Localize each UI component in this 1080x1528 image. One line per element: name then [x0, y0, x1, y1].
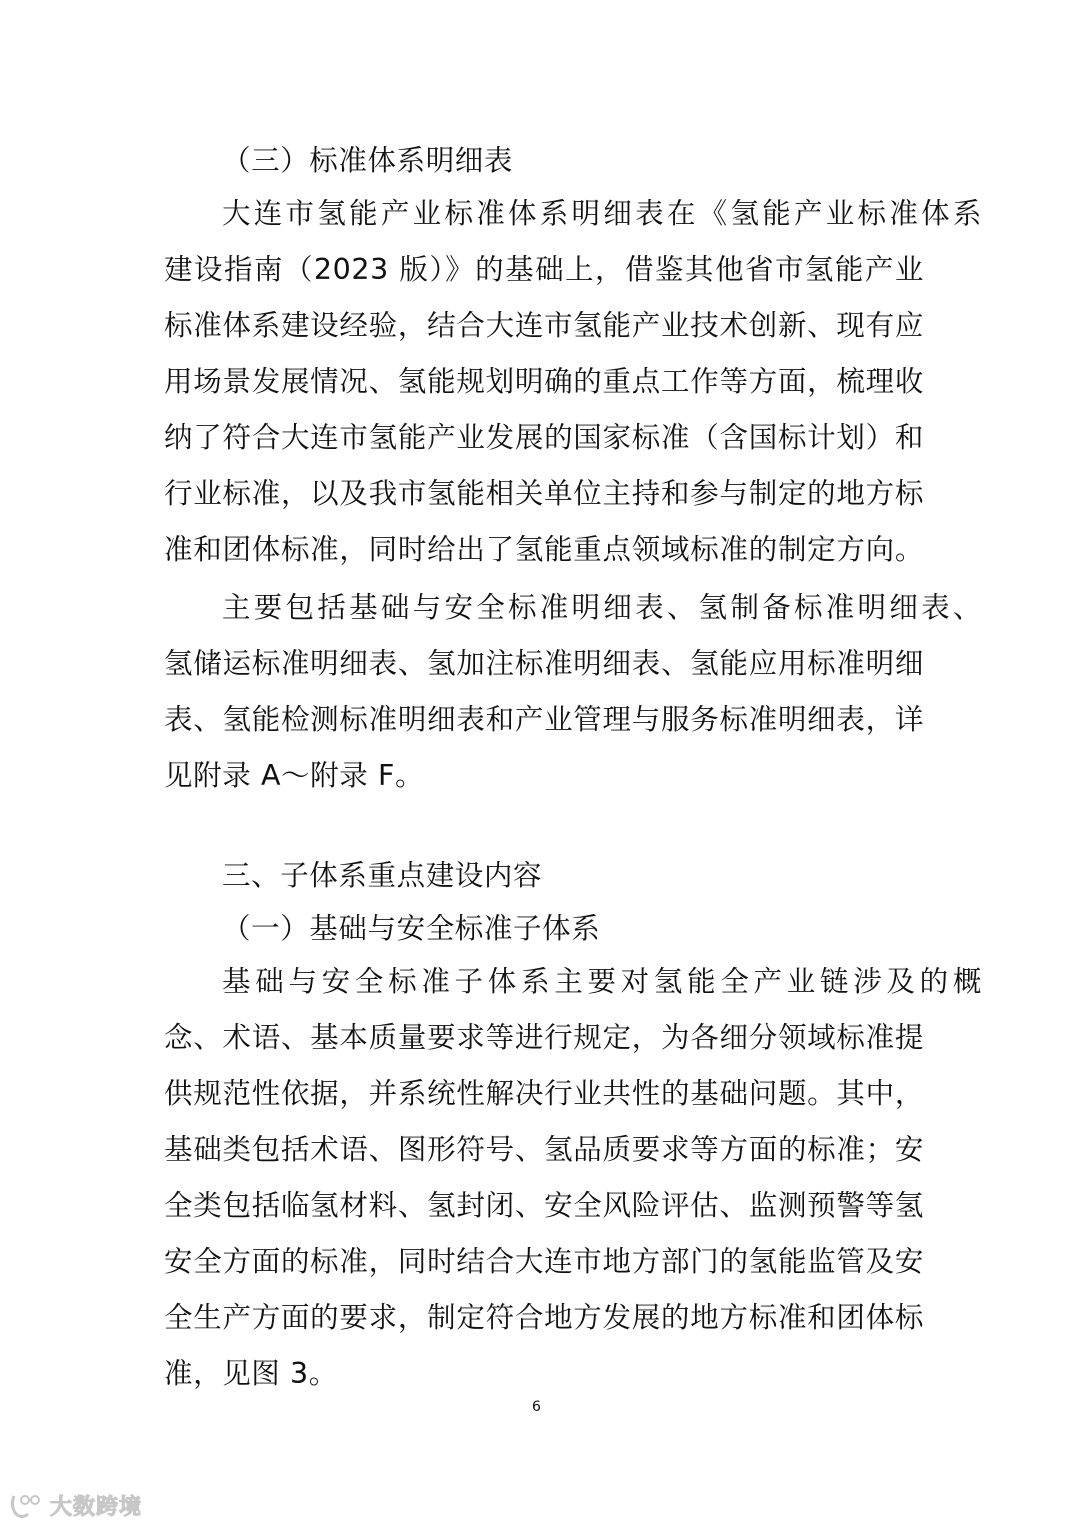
paragraph-line: 表、氢能检测标准明细表和产业管理与服务标准明细表，详 [164, 703, 924, 736]
paragraph-line: 准和团体标准，同时给出了氢能重点领域标准的制定方向。 [164, 533, 924, 566]
paragraph-line: 建设指南（2023 版）》的基础上，借鉴其他省市氢能产业 [164, 253, 924, 286]
section-heading-1-basic-safety: （一）基础与安全标准子体系 [222, 912, 601, 945]
paragraph-line: 主要包括基础与安全标准明细表、氢制备标准明细表、 [222, 591, 982, 624]
paragraph-line: 行业标准，以及我市氢能相关单位主持和参与制定的地方标 [164, 477, 924, 510]
paragraph-line: 全类包括临氢材料、氢封闭、安全风险评估、监测预警等氢 [164, 1189, 924, 1222]
page-number: 6 [532, 1399, 541, 1415]
paragraph-line: 标准体系建设经验，结合大连市氢能产业技术创新、现有应 [164, 309, 924, 342]
paragraph-line: 纳了符合大连市氢能产业发展的国家标准（含国标计划）和 [164, 421, 924, 454]
paragraph-line: 氢储运标准明细表、氢加注标准明细表、氢能应用标准明细 [164, 647, 924, 680]
paragraph-line: 基础与安全标准子体系主要对氢能全产业链涉及的概 [222, 965, 982, 998]
chapter-heading-3-subsystem-content: 三、子体系重点建设内容 [222, 859, 543, 892]
paragraph-line: 见附录 A～附录 F。 [164, 759, 425, 792]
paragraph-line: 全生产方面的要求，制定符合地方发展的地方标准和团体标 [164, 1301, 924, 1334]
paragraph-line: 安全方面的标准，同时结合大连市地方部门的氢能监管及安 [164, 1245, 924, 1278]
paragraph-line: 准，见图 3。 [164, 1357, 338, 1390]
watermark-text: 大数跨境 [50, 1495, 143, 1520]
paragraph-line: 供规范性依据，并系统性解决行业共性的基础问题。其中， [164, 1077, 924, 1110]
brand-logo-icon [8, 1492, 44, 1520]
section-heading-3-detail-table: （三）标准体系明细表 [222, 144, 514, 177]
watermark [8, 1490, 142, 1521]
paragraph-line: 念、术语、基本质量要求等进行规定，为各细分领域标准提 [164, 1021, 924, 1054]
paragraph-line: 基础类包括术语、图形符号、氢品质要求等方面的标准；安 [164, 1133, 924, 1166]
paragraph-line: 用场景发展情况、氢能规划明确的重点工作等方面，梳理收 [164, 365, 924, 398]
paragraph-line: 大连市氢能产业标准体系明细表在《氢能产业标准体系 [222, 197, 982, 230]
